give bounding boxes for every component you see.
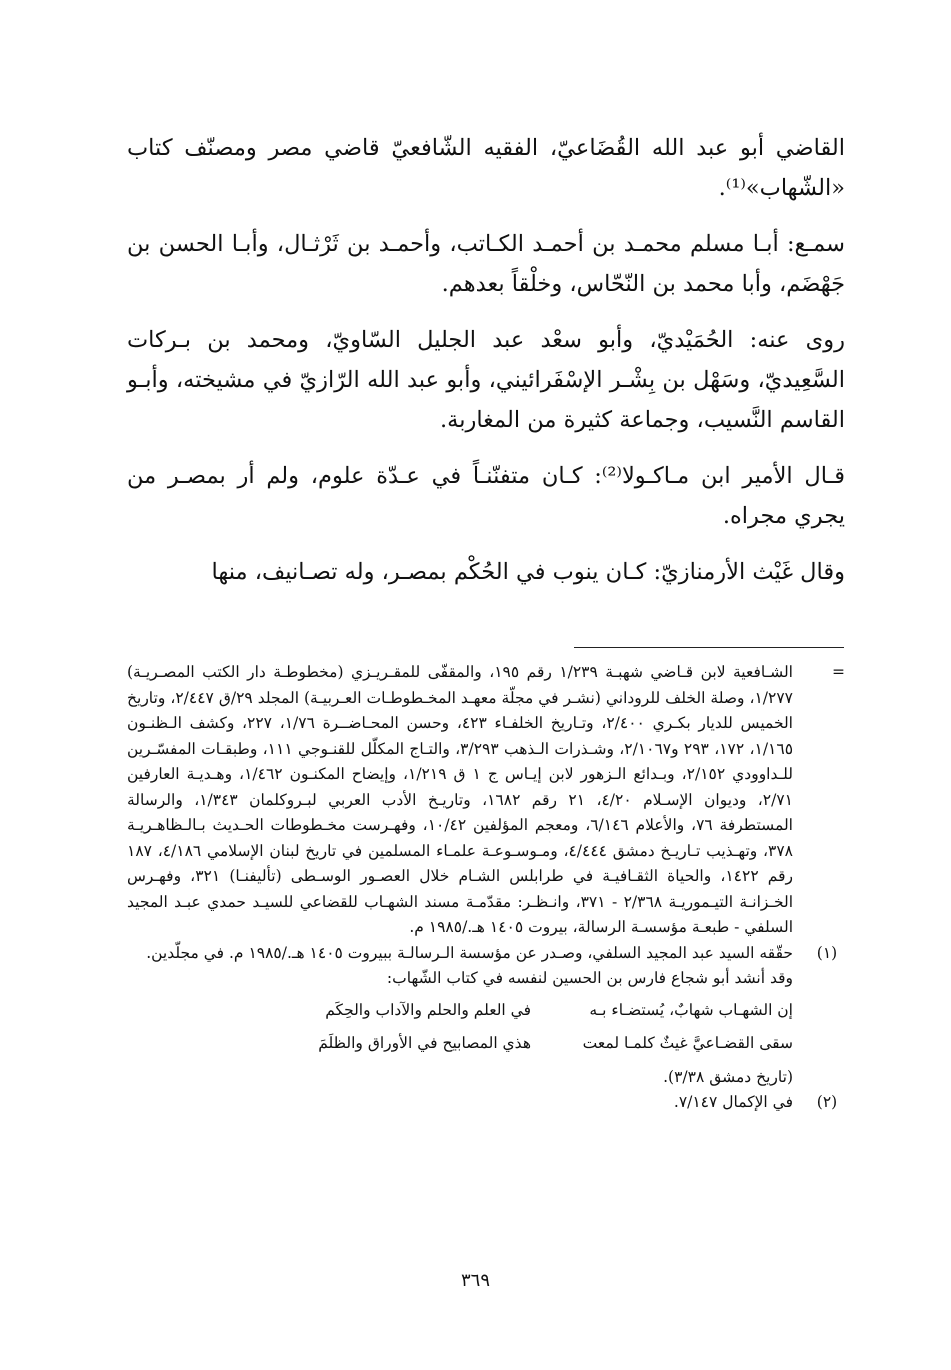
footnote-2 — [127, 1090, 845, 1116]
footnote-1 — [127, 941, 845, 1091]
continuation-marker: = — [832, 663, 845, 681]
footnote-separator — [574, 647, 844, 648]
verse-first-hemistich: سقى القضـاعيَّ غيثٌ كلمـا لمعت — [582, 1034, 793, 1052]
paragraph-ibn-makula-quote: قـال الأمير ابن مـاكـولا⁽²⁾: كـان متفنّنـاً في عـدّة علوم، ولم أر بمصـر من يجري مجراه. — [127, 463, 845, 529]
footnote-text: حقّقه السيد عبد المجيد السلفي، وصـدر عن مؤسسة الـرسالـة ببيروت ١٤٠٥ هـ./١٩٨٥ م. في مجلّدين. وقد أنشد أبو شجاع فارس بن الحسين لنفسه في كتاب الشّهاب: — [146, 943, 793, 987]
poem-verse — [127, 998, 793, 1024]
paragraph-students: روى عنه: الحُمَيْديّ، وأبو سعْد عبد الجليل السّاويّ، ومحمد بن بـركات السَّعِيديّ، وسَهْل بن بِشْـر الإسْفَرائيني، وأبو عبد الله الرّازيّ في مشيخته، وأبـو القاسم النَّسيب، وجماعة كثيرة من المغاربة. — [127, 327, 845, 433]
continuation-text: الشـافعية لابن قـاضي شهبـة ١/٢٣٩ رقم ١٩٥، والمقفّى للمقـريـزي (مخطوطـة دار الكتب المصـريـة) ١/٢٧٧، وصلة الخلف للروداني (نشـر في مجلّة معهـد المخـطوطـات العـربيـة) المجلد ٢٩/ق ٢/٤٤٧، وتاريخ الخميس للديار بكـري ٢/٤٠٠، وتـاريخ الخلفـاء ٤٢٣، وحسن المحـاضــرة ١/٧٦، ٢٢٧، وكشف الـظنـون ١/١٦٥، ١٧٢، ٢٩٣ و٢/١٠٦٧، وشـذرات الـذهب ٣/٢٩٣، والتـاج المكلّل للقنـوجي ١١١، وطبقـات المفسّـرين للـداوودي ٢/١٥٢، وبـدائع الـزهور لابن إيـاس ج ١ ق ١/٢١٩، وإيضاح المكنـون ١/٤٦٢، وهـديـة العارفين ٢/٧١، وديوان الإسـلام ٤/٢٠، ٢١ رقم ١٦٨٢، وتاريـخ الأدب العربي لبـروكلمان ١/٣٤٣، والرسالة المستطرفة ٧٦، والأعلام ٦/١٤٦، ومعجم المؤلفين ١٠/٤٢، وفهـرست مخـطوطات الحـديث بـالـظاهـريـة ٣٧٨، وتهـذيب تـاريـخ دمشق ٤/٤٤٤، ومـوسـوعـة علمـاء المسلمين في تاريخ لبنان الإسلامي ٤/١٨٦، ١٨٧ رقم ١٤٢٢، والحياة الثقـافيـة في طرابلس الشـام خلال العصـور الوسـطى (تأليفنـا) ٣٢١، وفهـرس الخـزانـة التيـموريـة ٢/٣٦٨ - ٣٧١، وانـظـر: مقدّمـة مسند الشهـاب للقضاعي للسيـد حمدي عبـد المجيد السلفي - طبعـة مؤسسـة الرسالة، بيروت ١٤٠٥ هـ./١٩٨٥ م. — [127, 663, 794, 936]
poem-verse — [127, 1031, 793, 1057]
paragraph-teachers: سمـع: أبـا مسلم محمـد بن أحمـد الكـاتب، وأحمـد بن ثَرْثـال، وأبـا الحسن بن جَهْضَم، وأبا محمد بن النّحّاس، وخلْقاً بعدهم. — [127, 231, 845, 297]
footnotes — [127, 660, 845, 1116]
paragraph-intro: القاضي أبو عبد الله القُضَاعيّ، الفقيه الشّافعيّ قاضي مصر ومصنّف كتاب «الشّهاب»⁽¹⁾. — [127, 135, 845, 201]
footnote-text: في الإكمال ٧/١٤٧. — [673, 1093, 793, 1111]
footnote-number: (١) — [816, 943, 838, 962]
footnote-continuation — [127, 660, 845, 941]
verse-first-hemistich: إن الشهـاب شهابٌ، يُستضـاء بـه — [589, 1000, 793, 1019]
paragraph-ghayth-quote: وقال غَيْث الأرمنازيّ: كـان ينوب في الحُكْم بمصـر، وله تصـانيف، منها — [211, 559, 845, 585]
page-number: ٣٦٩ — [460, 1270, 490, 1291]
verse-second-hemistich: في العلم والحلم والآداب والحِكَم — [325, 1000, 531, 1019]
footnote-source: (تاريخ دمشق ٣/٣٨). — [663, 1067, 793, 1086]
main-text — [127, 128, 845, 608]
verse-second-hemistich: هذي المصابيح في الأوراق والظلَمَ — [318, 1034, 531, 1052]
footnote-number: (٢) — [816, 1093, 838, 1111]
